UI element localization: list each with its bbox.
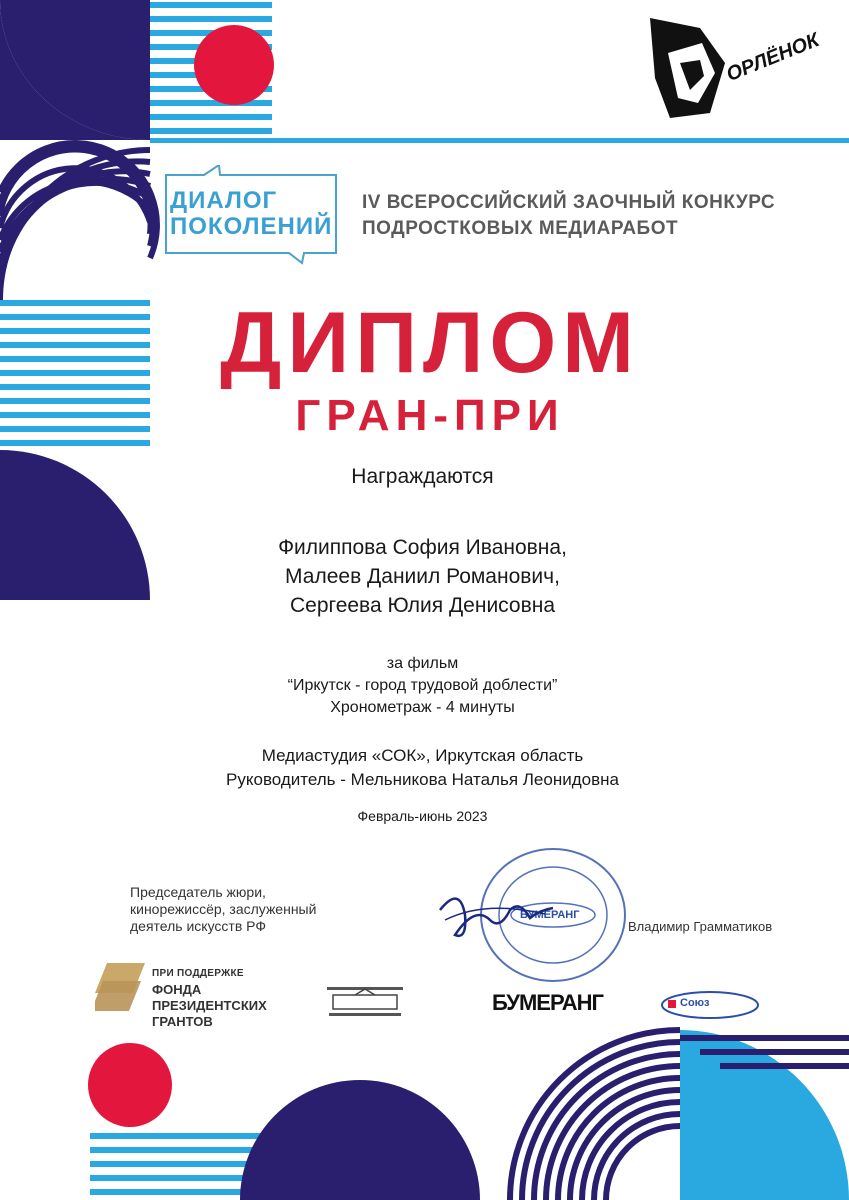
role-line: Председатель жюри, — [130, 884, 266, 900]
building-logo-icon — [325, 985, 405, 1019]
recipient-name: Филиппова София Ивановна, — [278, 536, 567, 559]
logo-line-1: ДИАЛОГ — [170, 187, 278, 214]
orlenok-wordmark: ОРЛЁНОК — [723, 29, 823, 87]
dialog-pokoleniy-logo — [164, 165, 339, 265]
film-duration: Хронометраж - 4 минуты — [330, 699, 515, 716]
jury-chair-name: Владимир Грамматиков — [628, 919, 773, 934]
soyuz-text: Союз — [680, 997, 710, 1009]
studio-name: Медиастудия «СОК», Иркутская область — [261, 746, 584, 765]
recipient-name: Малеев Даниил Романович, — [285, 565, 560, 588]
contest-name-line-2: ПОДРОСТКОВЫХ МЕДИАРАБОТ — [362, 218, 679, 239]
orlenok-logo — [640, 18, 840, 123]
diploma-subtitle: ГРАН-ПРИ — [295, 391, 565, 440]
pfg-line: ФОНДА — [152, 982, 202, 997]
film-info — [150, 653, 695, 719]
pfg-line: ГРАНТОВ — [152, 1014, 213, 1029]
film-intro: за фильм — [386, 655, 459, 672]
awarded-label: Награждаются — [351, 465, 494, 488]
film-title: “Иркутск - город трудовой доблести” — [287, 677, 558, 694]
role-line: кинорежиссёр, заслуженный — [130, 901, 317, 917]
stamp-center-text: БУМЕРАНГ — [520, 909, 580, 921]
pfg-emblem-icon — [95, 963, 145, 1011]
role-line: деятель искусств РФ — [130, 918, 266, 934]
pfg-line: ПРЕЗИДЕНТСКИХ — [152, 998, 267, 1013]
pfg-line-1: ПРИ ПОДДЕРЖКЕ — [152, 968, 244, 979]
studio-info — [130, 744, 715, 792]
soyuz-logo — [660, 990, 760, 1020]
logo-line-2: ПОКОЛЕНИЙ — [170, 213, 333, 240]
supervisor-name: Руководитель - Мельникова Наталья Леонидовна — [226, 770, 619, 789]
recipient-name: Сергеева Юлия Денисовна — [289, 594, 556, 617]
contest-name-line-1: IV ВСЕРОССИЙСКИЙ ЗАОЧНЫЙ КОНКУРС — [362, 192, 776, 213]
pfg-name — [152, 982, 267, 1030]
contest-date: Февраль-июнь 2023 — [357, 808, 488, 824]
signature-scribble-icon — [435, 880, 555, 950]
bumerang-logo: БУМЕРАНГ — [492, 990, 603, 1015]
pfg-logo — [95, 963, 145, 1011]
soyuz-emblem-icon — [660, 990, 760, 1020]
jury-chair-role — [130, 884, 316, 935]
recipients-list — [150, 533, 695, 620]
diploma-title: ДИПЛОМ — [220, 295, 640, 391]
